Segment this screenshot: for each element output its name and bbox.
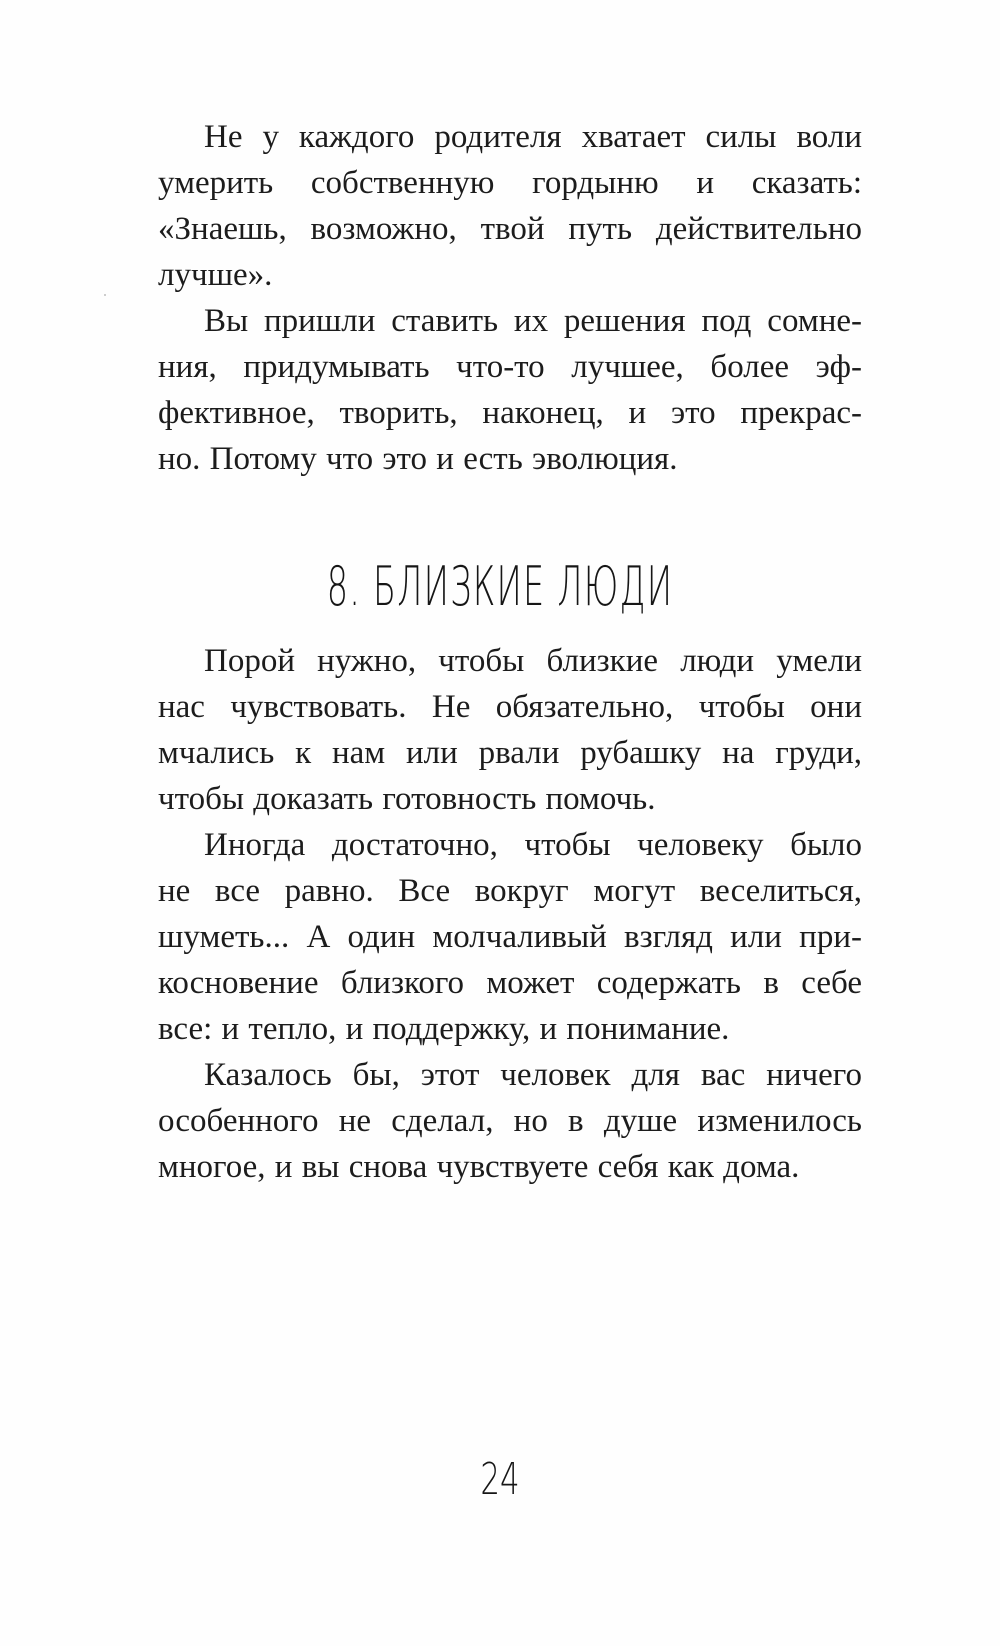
text-line: Порой нужно, чтобы близкие люди умели bbox=[204, 643, 862, 679]
paragraph bbox=[158, 638, 862, 822]
page-number: 24 bbox=[480, 1454, 520, 1505]
text-line: все: и тепло, и поддержку, и понимание. bbox=[158, 1011, 730, 1047]
text-line: Казалось бы, этот человек для вас ничего bbox=[204, 1057, 862, 1093]
text-line: чтобы доказать готовность помочь. bbox=[158, 781, 656, 817]
text-line: особенного не сделал, но в душе изменилось bbox=[158, 1103, 862, 1139]
paragraph bbox=[158, 298, 862, 482]
text-line: Не у каждого родителя хватает силы воли bbox=[204, 119, 862, 155]
text-line: Вы пришли ставить их решения под сомне- bbox=[204, 303, 862, 339]
text-line: фективное, творить, наконец, и это прекрас- bbox=[158, 395, 862, 431]
text-line: «Знаешь, возможно, твой путь действительно bbox=[158, 211, 862, 247]
text-line: Иногда достаточно, чтобы человеку было bbox=[204, 827, 862, 863]
text-block-top bbox=[158, 114, 862, 482]
paper-speck bbox=[104, 294, 106, 296]
text-line: шуметь... А один молчаливый взгляд или при- bbox=[158, 919, 862, 955]
text-block-bottom bbox=[158, 638, 862, 1190]
text-line: косновение близкого может содержать в себе bbox=[158, 965, 862, 1001]
text-line: нас чувствовать. Не обязательно, чтобы они bbox=[158, 689, 862, 725]
text-line: но. Потому что это и есть эволюция. bbox=[158, 441, 678, 477]
paragraph bbox=[158, 114, 862, 298]
text-line: умерить собственную гордыню и сказать: bbox=[158, 165, 862, 201]
text-line: мчались к нам или рвали рубашку на груди, bbox=[158, 735, 862, 771]
text-line: ния, придумывать что-то лучшее, более эф- bbox=[158, 349, 862, 385]
paragraph bbox=[158, 1052, 862, 1190]
paragraph bbox=[158, 822, 862, 1052]
chapter-heading: 8. БЛИЗКИЕ ЛЮДИ bbox=[326, 555, 674, 618]
text-line: лучше». bbox=[158, 257, 273, 293]
text-line: многое, и вы снова чувствуете себя как дома. bbox=[158, 1149, 800, 1185]
text-line: не все равно. Все вокруг могут веселиться, bbox=[158, 873, 862, 909]
